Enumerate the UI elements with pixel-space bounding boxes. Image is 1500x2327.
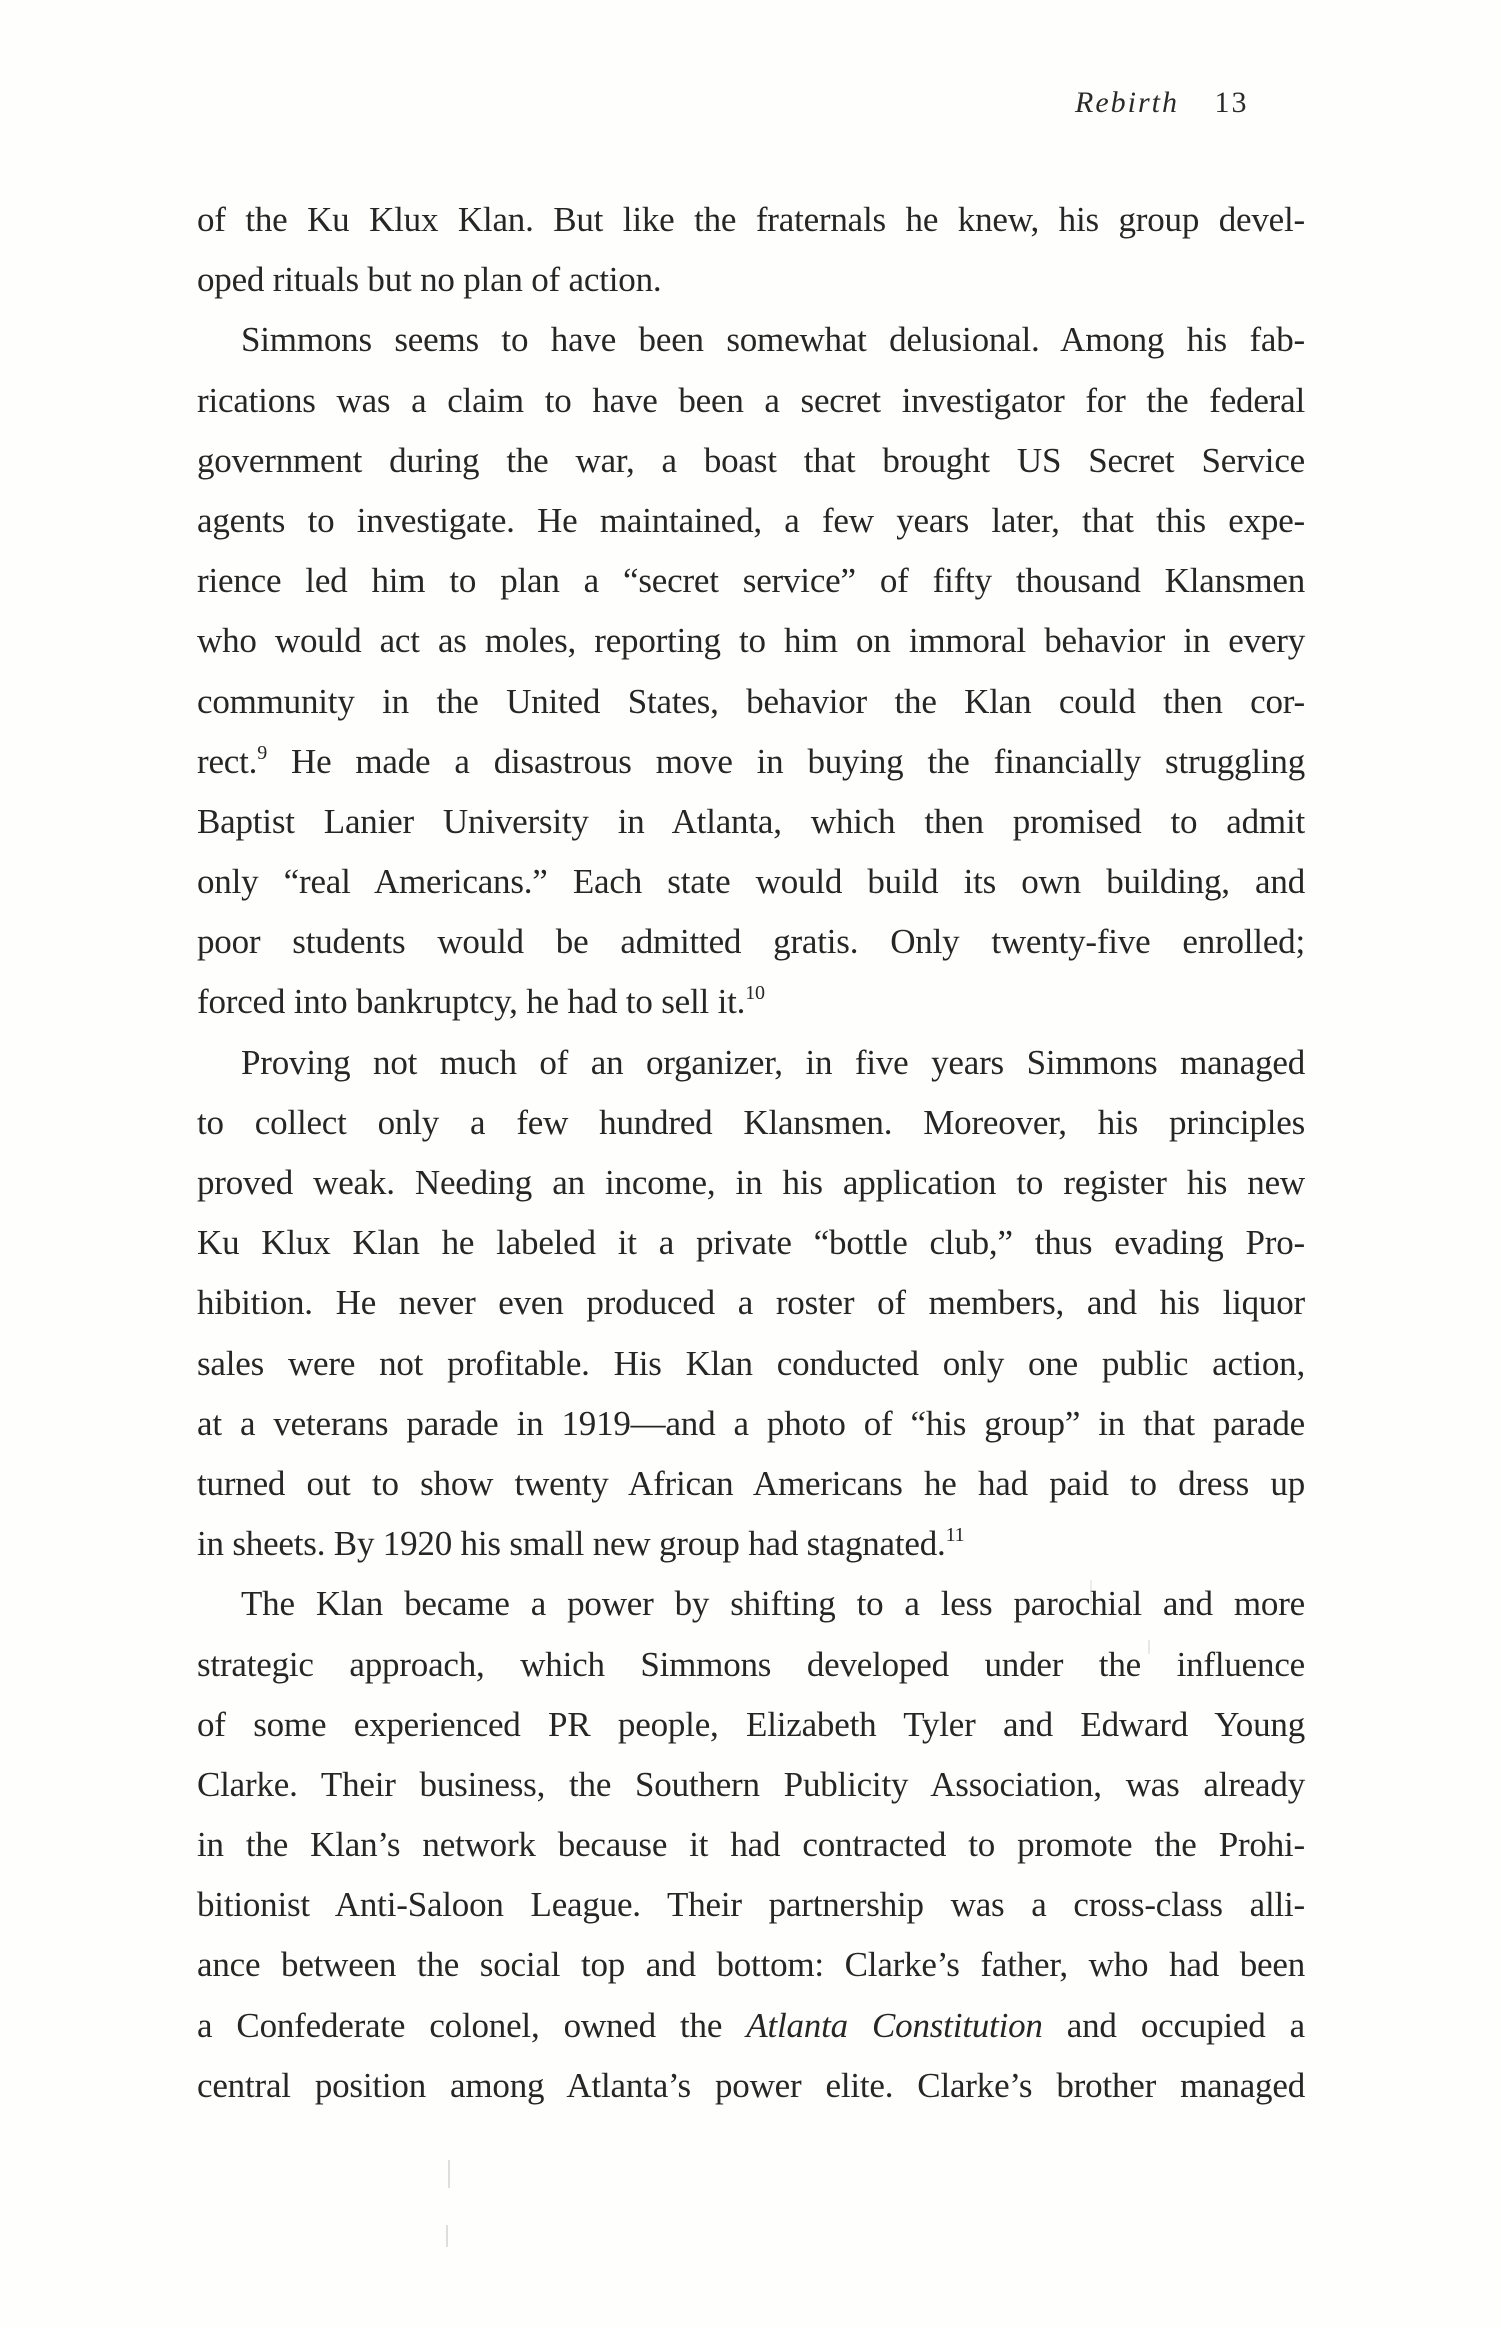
text-line: ance between the social top and bottom: Clarke’s father, who had been	[197, 1945, 1305, 1985]
body-text	[197, 190, 1305, 2116]
text-line: bitionist Anti-Saloon League. Their partnership was a cross-class alli-	[197, 1885, 1305, 1925]
text-line: of some experienced PR people, Elizabeth Tyler and Edward Young	[197, 1704, 1305, 1744]
chapter-title: Rebirth	[1075, 86, 1179, 119]
text-line: poor students would be admitted gratis. Only twenty-five enrolled;	[197, 922, 1305, 962]
text-line: in sheets. By 1920 his small new group had stagnated.$^{11}$	[197, 1524, 965, 1564]
text-line: rience led him to plan a “secret service” of fifty thousand Klansmen	[197, 561, 1305, 601]
footnote-ref[interactable]: 11	[945, 1524, 965, 1547]
text-line: strategic approach, which Simmons developed under the influence	[197, 1644, 1305, 1684]
scan-artifact	[1148, 1640, 1150, 1654]
text-line: to collect only a few hundred Klansmen. Moreover, his principles	[197, 1102, 1305, 1142]
text-line: oped rituals but no plan of action.	[197, 260, 662, 300]
scan-artifact	[446, 2225, 448, 2247]
text-line: a Confederate colonel, owned the Atlanta Constitution and occupied a	[197, 2005, 1305, 2045]
paragraph	[197, 1574, 1305, 2116]
running-head	[1075, 86, 1249, 120]
scan-artifact	[448, 2160, 450, 2188]
text-line: community in the United States, behavior the Klan could then cor-	[197, 681, 1305, 721]
text-line: forced into bankruptcy, he had to sell it.$^{10}$	[197, 982, 765, 1022]
italic-title: Atlanta Constitution	[746, 2005, 1043, 2045]
text-line: who would act as moles, reporting to him on immoral behavior in every	[197, 621, 1305, 661]
text-line: Simmons seems to have been somewhat delusional. Among his fab-	[241, 320, 1305, 360]
paragraph	[197, 1033, 1305, 1575]
text-line: rications was a claim to have been a secret investigator for the federal	[197, 380, 1305, 420]
text-line: Clarke. Their business, the Southern Publicity Association, was already	[197, 1764, 1305, 1804]
text-line: of the Ku Klux Klan. But like the fraternals he knew, his group devel-	[197, 200, 1305, 239]
scan-artifact	[1090, 1580, 1092, 1610]
paragraph	[197, 310, 1305, 1032]
text-line: agents to investigate. He maintained, a few years later, that this expe-	[197, 500, 1305, 540]
page-number: 13	[1214, 86, 1249, 119]
text-line: central position among Atlanta’s power elite. Clarke’s brother managed	[197, 2065, 1305, 2105]
text-line: at a veterans parade in 1919—and a photo of “his group” in that parade	[197, 1403, 1305, 1443]
text-line: proved weak. Needing an income, in his application to register his new	[197, 1163, 1305, 1202]
text-line: The Klan became a power by shifting to a less parochial and more	[241, 1584, 1305, 1624]
footnote-ref[interactable]: 10	[745, 982, 765, 1005]
text-line: Ku Klux Klan he labeled it a private “bottle club,” thus evading Pro-	[197, 1223, 1305, 1263]
text-line: in the Klan’s network because it had contracted to promote the Prohi-	[197, 1825, 1305, 1865]
text-line: rect.$^9$ He made a disastrous move in buying the financially struggling	[197, 741, 1305, 781]
text-line: hibition. He never even produced a roster of members, and his liquor	[197, 1283, 1305, 1323]
text-line: turned out to show twenty African Americans he had paid to dress up	[197, 1463, 1305, 1503]
text-line: only “real Americans.” Each state would build its own building, and	[197, 862, 1305, 902]
paragraph	[197, 190, 1305, 310]
text-line: Baptist Lanier University in Atlanta, which then promised to admit	[197, 801, 1305, 841]
text-line: sales were not profitable. His Klan conducted only one public action,	[197, 1343, 1305, 1383]
footnote-ref[interactable]: 9	[257, 741, 268, 764]
text-line: Proving not much of an organizer, in five years Simmons managed	[241, 1042, 1305, 1082]
text-line: government during the war, a boast that brought US Secret Service	[197, 440, 1305, 480]
